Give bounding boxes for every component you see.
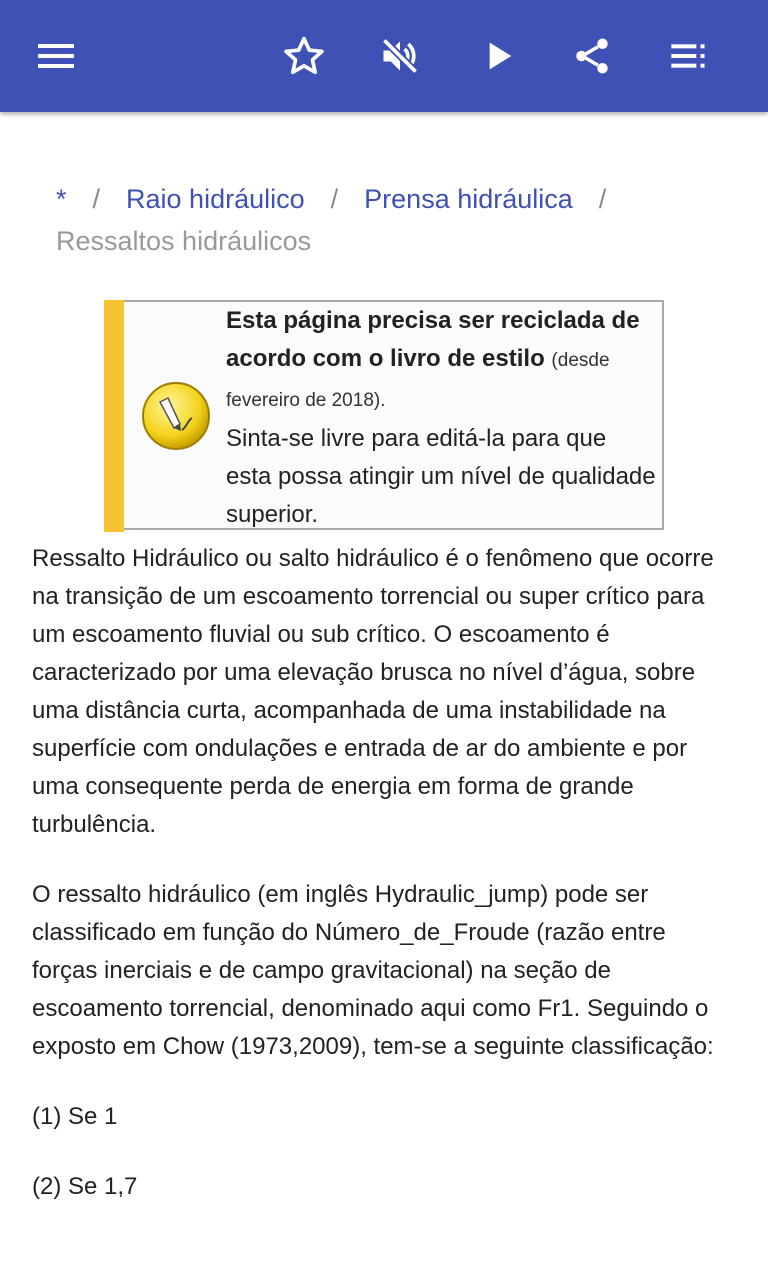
- mute-button[interactable]: [366, 22, 434, 90]
- breadcrumb-current: Ressaltos hidráulicos: [56, 226, 312, 256]
- breadcrumb-separator: /: [92, 184, 101, 214]
- article-paragraph: (2) Se 1,7: [32, 1173, 138, 1200]
- menu-icon: [36, 36, 76, 76]
- volume-off-icon: [378, 34, 422, 78]
- notice-text: [226, 302, 656, 534]
- contents-button[interactable]: [654, 22, 722, 90]
- play-icon: [478, 36, 518, 76]
- edit-pencil-icon: [140, 380, 212, 452]
- breadcrumb: [56, 178, 716, 262]
- maintenance-notice: [104, 300, 664, 530]
- menu-button[interactable]: [22, 22, 90, 90]
- notice-body-text: Sinta-se livre para editá-la para que esta possa atingir um nível de qualidade superior.: [226, 425, 656, 528]
- breadcrumb-separator: /: [598, 184, 607, 214]
- play-button[interactable]: [464, 22, 532, 90]
- article-paragraph: (1) Se 1: [32, 1103, 118, 1130]
- notice-accent-bar: [104, 300, 124, 532]
- notice-bold-text: Esta página precisa ser reciclada de acordo com o livro de estilo: [226, 307, 640, 372]
- star-icon: [282, 34, 326, 78]
- breadcrumb-link-prensa[interactable]: Prensa hidráulica: [364, 184, 573, 214]
- article-body: [32, 540, 732, 1238]
- notice-date-text: (desde fevereiro de 2018).: [226, 350, 610, 411]
- playlist-icon: [668, 36, 708, 76]
- breadcrumb-separator: /: [330, 184, 339, 214]
- bookmark-button[interactable]: [270, 22, 338, 90]
- breadcrumb-home-link[interactable]: *: [56, 184, 67, 214]
- share-button[interactable]: [558, 22, 626, 90]
- breadcrumb-link-raio[interactable]: Raio hidráulico: [126, 184, 305, 214]
- article-paragraph: Ressalto Hidráulico ou salto hidráulico é o fenômeno que ocorre na transição de um escoamento torrencial ou super crítico para um escoamento fluvial ou sub crítico. O escoamento é caracterizado por uma elevação brusca no nível d’água, sobre uma distância curta, acompanhada de uma instabilidade na superfície com ondulações e entrada de ar do ambiente e por uma consequente perda de energia em forma de grande turbulência.: [32, 545, 714, 838]
- share-icon: [571, 35, 613, 77]
- app-bar: [0, 0, 768, 112]
- article-paragraph: O ressalto hidráulico (em inglês Hydraulic_jump) pode ser classificado em função do Número_de_Froude (razão entre forças inerciais e de campo gravitacional) na seção de escoamento torrencial, denominado aqui como Fr1. Seguindo o exposto em Chow (1973,2009), tem-se a seguinte classificação:: [32, 881, 714, 1060]
